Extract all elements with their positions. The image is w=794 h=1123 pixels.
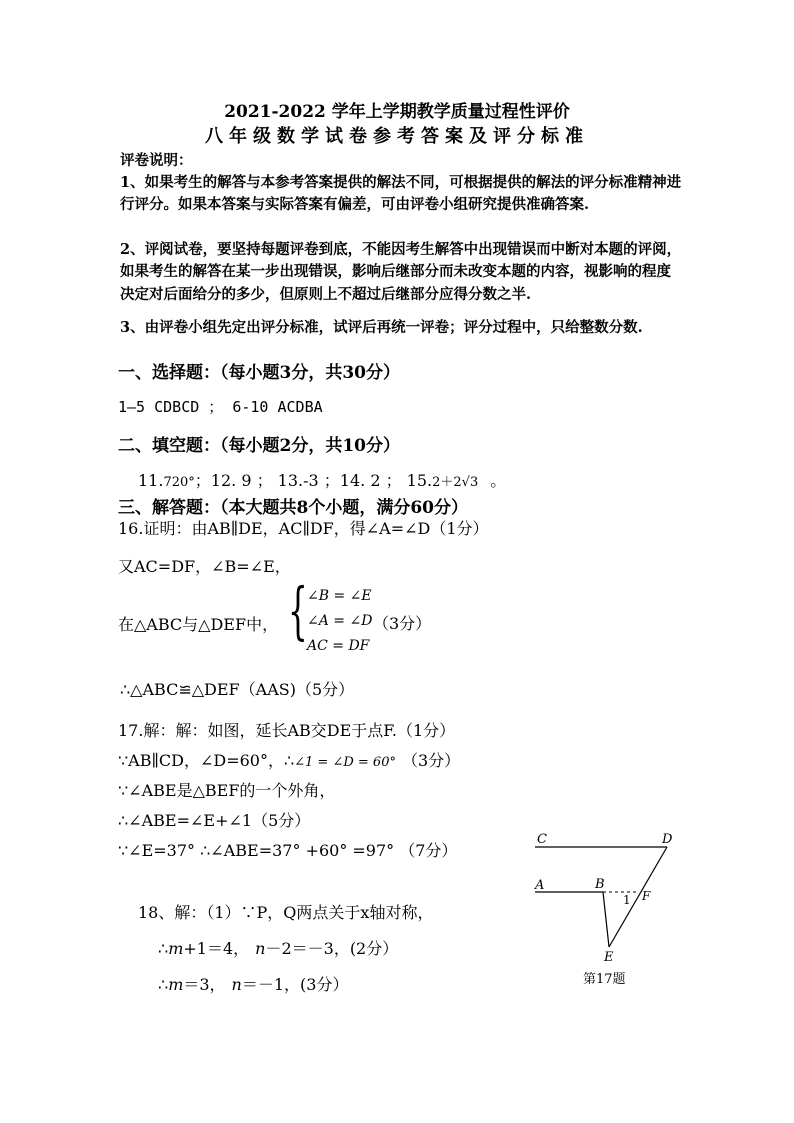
q18-line-2-b: +1＝4， <box>183 939 250 958</box>
q17-line-4: ∴∠ABE=∠E+∠1（5分） <box>118 811 311 830</box>
label-a: A <box>535 878 545 893</box>
q16-line-2: 又AC=DF，∠B=∠E， <box>118 557 291 576</box>
label-c: C <box>537 832 547 847</box>
q16-line-1: 16.证明：由AB∥DE，AC∥DF，得∠A=∠D（1分） <box>118 519 489 538</box>
notes-item-1: 1、如果考生的解答与本参考答案提供的解法不同，可根据提供的解法的评分标准精神进行评分。如果本答案与实际答案有偏差，可由评卷小组研究提供准确答案. <box>120 174 682 214</box>
q17-line-2-eq: ∠1 = ∠D = 60° <box>294 755 396 770</box>
q18-line-2-a: ∴ <box>158 939 169 958</box>
line-de <box>609 847 667 947</box>
q18-line-2 <box>158 936 398 959</box>
answer-15-value: 2＋2√3 <box>432 475 479 490</box>
answer-11-label: 11. <box>138 471 164 490</box>
q18-line-3-a: ∴ <box>158 975 169 994</box>
q16-line-4: ∴△ABC≌△DEF（AAS)（5分） <box>120 680 355 699</box>
notes-item-2: 2、评阅试卷，要坚持每题评卷到底，不能因考生解答中出现错误而中断对本题的评阅，如果考生的解答在某一步出现错误，影响后继部分而未改变本题的内容，视影响的程度决定对后面给分的多少，但原则上不超过后继部分应得分数之半. <box>120 241 682 303</box>
label-angle-1: 1 <box>623 893 631 907</box>
answers-end-mark: 。 <box>490 471 507 490</box>
q17-figure <box>525 825 715 995</box>
section-1-answers: 1—5 CDBCD ； 6-10 ACDBA <box>118 398 323 416</box>
document-subtitle: 八年级数学试卷参考答案及评分标准 <box>205 126 589 147</box>
q17-line-2-score: （3分） <box>401 751 461 770</box>
q18-var-m: m <box>168 975 184 994</box>
q16-line-3-prefix: 在△ABC与△DEF中， <box>118 615 279 634</box>
q18-line-3-b: ＝3， <box>183 975 226 994</box>
notes-item-3: 3、由评卷小组先定出评分标准，试评后再统一评卷；评分过程中，只给整数分数. <box>120 319 643 336</box>
q16-system-eq-1: ∠B = ∠E <box>307 588 372 604</box>
q17-line-1: 17.解：解：如图，延长AB交DE于点F.（1分） <box>118 721 456 740</box>
q16-system-eq-2: ∠A = ∠D <box>307 613 373 629</box>
section-3-title: 三、解答题：（本大题共8个小题，满分60分） <box>118 498 468 518</box>
section-2-answers <box>138 468 506 491</box>
q18-line-1: 18、解：（1）∵P，Q两点关于x轴对称， <box>138 903 434 922</box>
q18-line-3 <box>158 972 348 995</box>
label-b: B <box>595 877 605 892</box>
q18-var-n: n <box>255 939 266 958</box>
q17-line-3: ∵∠ABE是△BEF的一个外角， <box>118 781 336 800</box>
q16-system-eq-3: AC = DF <box>307 638 370 654</box>
section-1-title: 一、选择题：（每小题3分，共30分） <box>118 363 400 383</box>
q17-line-2-a: ∵AB∥CD，∠D=60°，∴ <box>118 751 295 770</box>
q18-line-2-c: －2＝－3，(2分） <box>265 939 399 958</box>
notes-heading: 评卷说明： <box>120 152 193 169</box>
q17-line-2 <box>118 748 460 771</box>
label-d: D <box>662 832 673 847</box>
q18-var-m: m <box>168 939 184 958</box>
answer-11-value: 720° <box>163 475 195 490</box>
answers-12-14: ；12. 9 ； 13.-3 ；14. 2 ； 15. <box>194 471 433 490</box>
q17-line-5: ∵∠E=37° ∴∠ABE=37° +60° =97° （7分） <box>118 841 458 860</box>
q18-line-3-c: ＝－1，(3分） <box>241 975 349 994</box>
line-be <box>603 892 609 947</box>
q18-var-n: n <box>231 975 242 994</box>
label-f: F <box>642 889 651 903</box>
section-2-title: 二、填空题：（每小题2分，共10分） <box>118 436 400 456</box>
figure-caption: 第17题 <box>583 972 626 987</box>
document-title: 2021-2022 学年上学期教学质量过程性评价 <box>224 102 570 122</box>
label-e: E <box>604 950 614 965</box>
system-brace: { <box>288 574 308 647</box>
q16-system-score: （3分） <box>373 614 432 633</box>
